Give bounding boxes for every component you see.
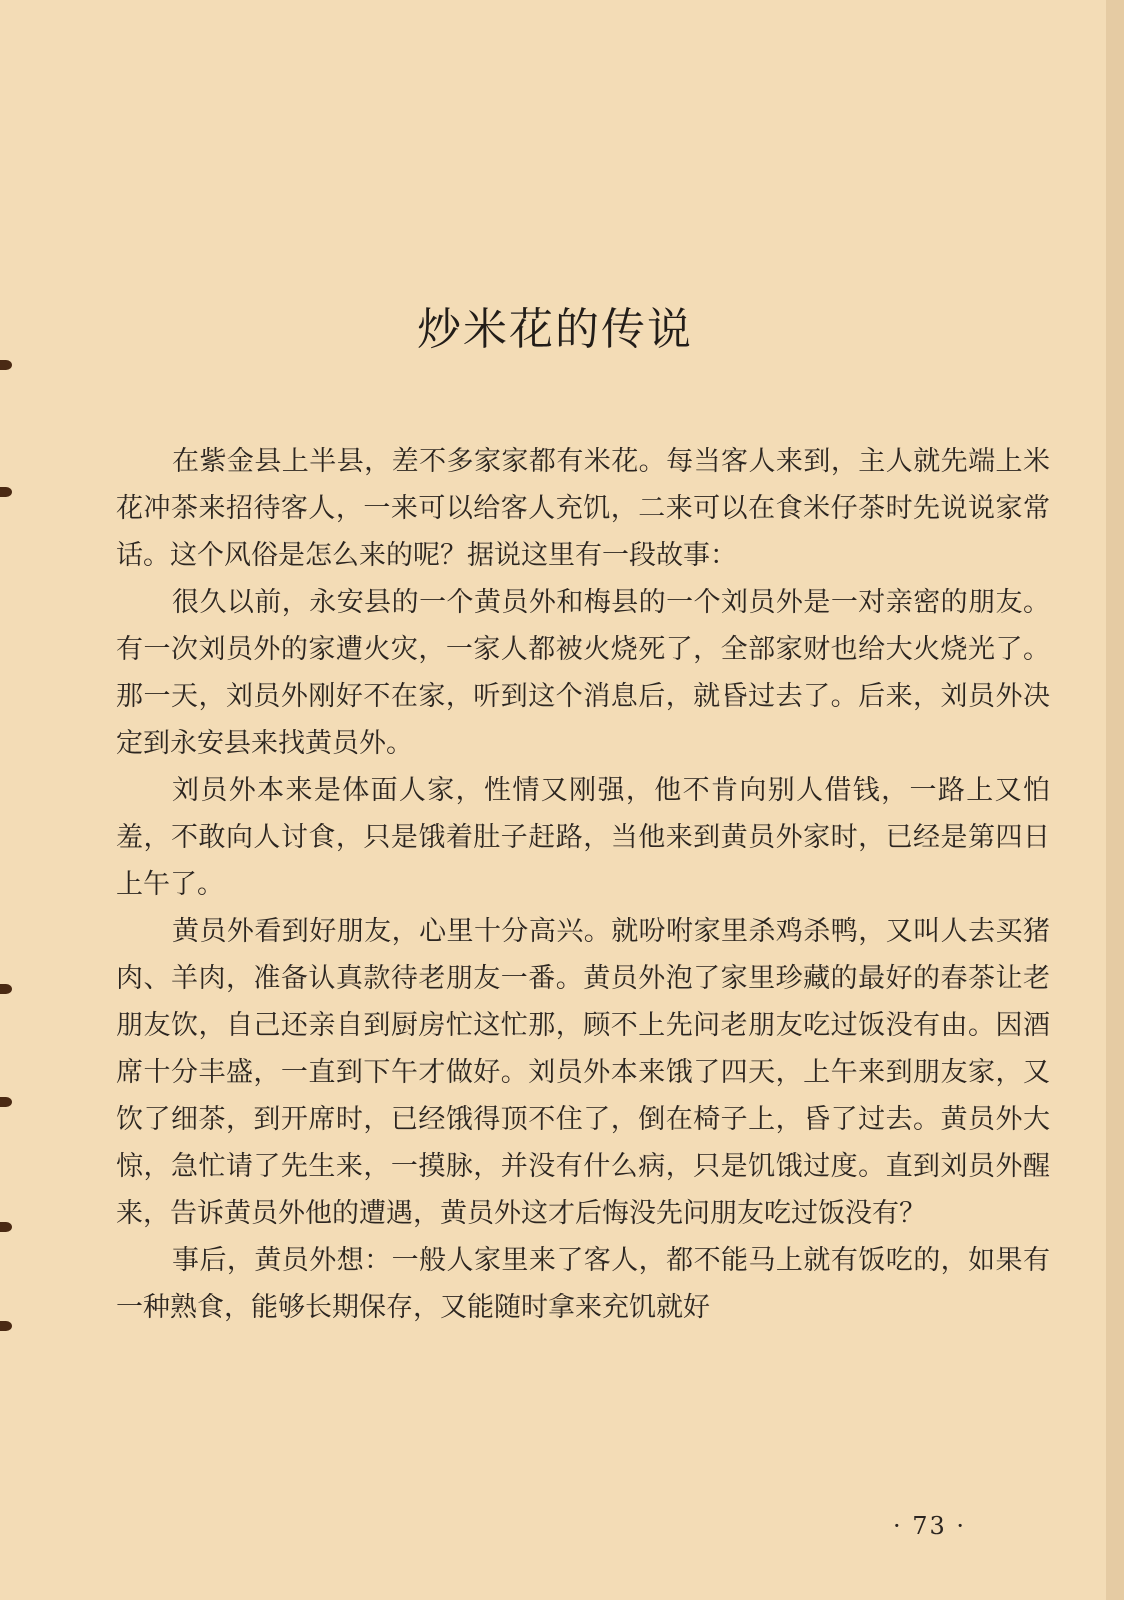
page-title: 炒米花的传说: [417, 304, 693, 355]
binding-hole: [0, 1321, 12, 1331]
binding-hole: [0, 1097, 12, 1107]
paragraph: 事后，黄员外想：一般人家里来了客人，都不能马上就有饭吃的，如果有一种熟食，能够长期保存，又能随时拿来充饥就好: [116, 1245, 1050, 1323]
page-number: · 73 ·: [893, 1512, 967, 1540]
binding-hole: [0, 1222, 12, 1232]
page-edge: [1106, 0, 1124, 1600]
binding-hole: [0, 360, 12, 370]
paragraph: 刘员外本来是体面人家，性情又刚强，他不肯向别人借钱，一路上又怕羞，不敢向人讨食，只是饿着肚子赶路，当他来到黄员外家时，已经是第四日上午了。: [116, 775, 1050, 900]
paragraph: 在紫金县上半县，差不多家家都有米花。每当客人来到，主人就先端上米花冲茶来招待客人，一来可以给客人充饥，二来可以在食米仔茶时先说说家常话。这个风俗是怎么来的呢？据说这里有一段故事：: [116, 446, 1050, 571]
binding-hole: [0, 984, 12, 994]
paragraph: 很久以前，永安县的一个黄员外和梅县的一个刘员外是一对亲密的朋友。有一次刘员外的家遭火灾，一家人都被火烧死了，全部家财也给大火烧光了。那一天，刘员外刚好不在家，听到这个消息后，就昏过去了。后来，刘员外决定到永安县来找黄员外。: [116, 587, 1050, 759]
paragraph: 黄员外看到好朋友，心里十分高兴。就吩咐家里杀鸡杀鸭，又叫人去买猪肉、羊肉，准备认真款待老朋友一番。黄员外泡了家里珍藏的最好的春茶让老朋友饮，自己还亲自到厨房忙这忙那，顾不上先问老朋友吃过饭没有由。因酒席十分丰盛，一直到下午才做好。刘员外本来饿了四天，上午来到朋友家，又饮了细茶，到开席时，已经饿得顶不住了，倒在椅子上，昏了过去。黄员外大惊，急忙请了先生来，一摸脉，并没有什么病，只是饥饿过度。直到刘员外醒来，告诉黄员外他的遭遇，黄员外这才后悔没先问朋友吃过饭没有？: [116, 916, 1050, 1229]
binding-hole: [0, 487, 12, 497]
article-body: [116, 438, 1050, 1331]
